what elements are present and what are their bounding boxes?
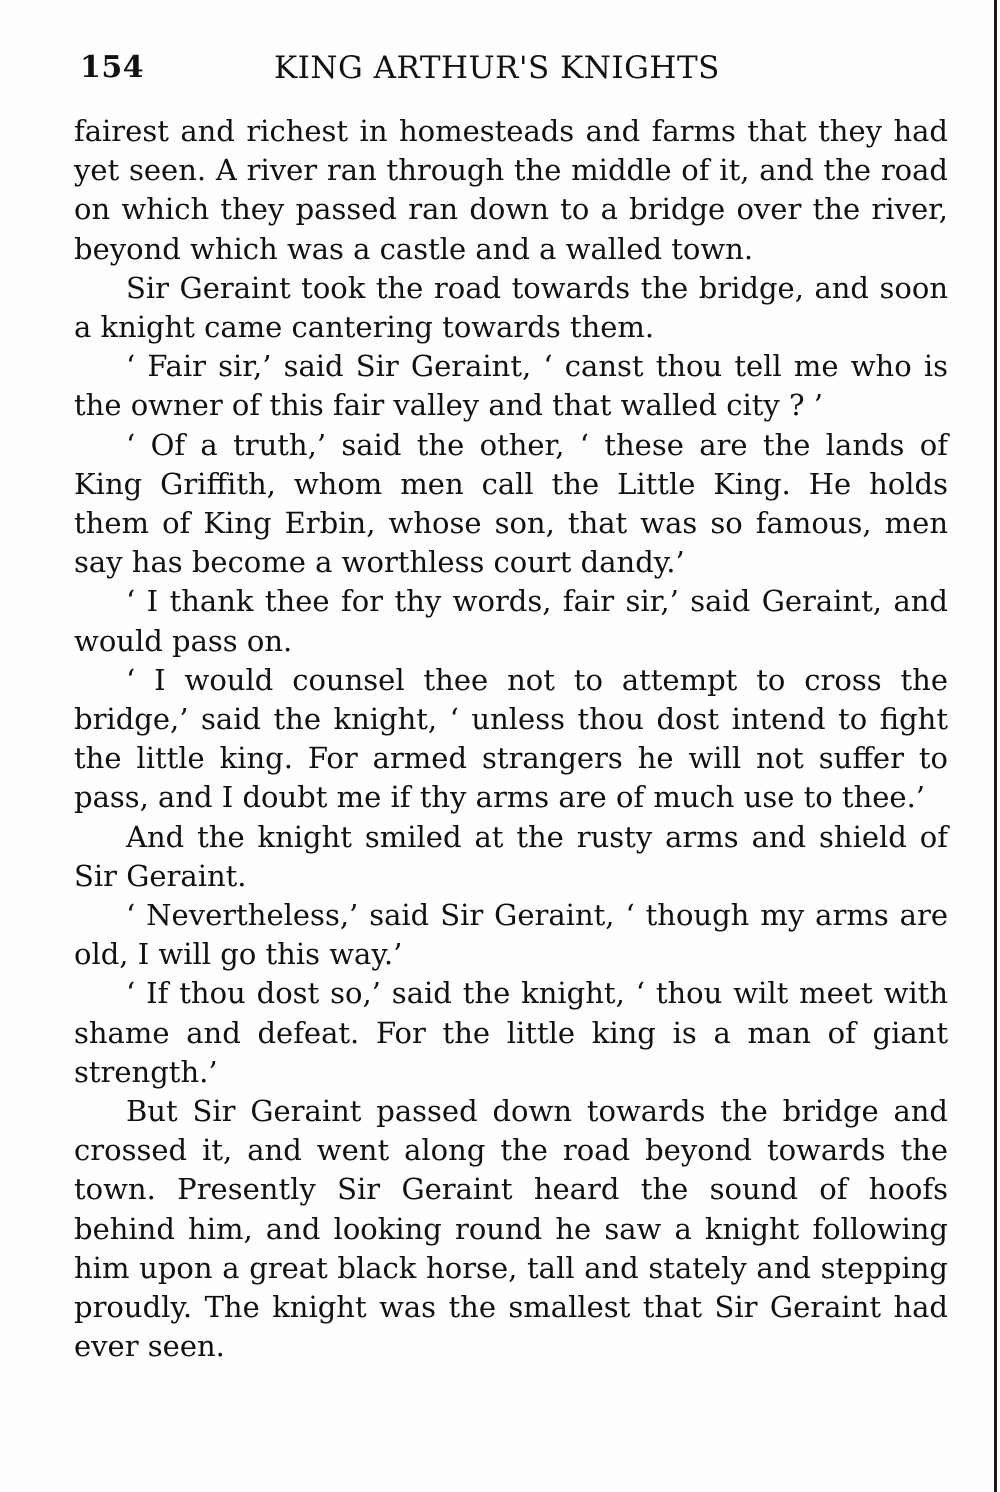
paragraph: But Sir Geraint passed down towards the bridge and crossed it, and went along the road beyond towards the town. Presently Sir Geraint heard the sound of hoofs behind him, and looking round he saw a knight following him upon a great black horse, tall and stately and stepping proudly. The knight was the smallest that Sir Geraint had ever seen.	[74, 1094, 948, 1364]
paragraph: ‘ If thou dost so,’ said the knight, ‘ thou wilt meet with shame and defeat. For the little king is a man of giant strength.’	[74, 976, 948, 1089]
page-header	[80, 50, 940, 94]
page-number: 154	[80, 50, 145, 85]
body-text	[74, 112, 948, 1367]
paragraph: ‘ Fair sir,’ said Sir Geraint, ‘ canst thou tell me who is the owner of this fair valley and that walled city ? ’	[74, 349, 948, 423]
paragraph: ‘ I thank thee for thy words, fair sir,’ said Geraint, and would pass on.	[74, 584, 948, 658]
running-title: KING ARTHUR'S KNIGHTS	[274, 50, 720, 86]
paragraph: ‘ Of a truth,’ said the other, ‘ these are the lands of King Griffith, whom men call the Little King. He holds them of King Erbin, whose son, that was so famous, men say has become a worthless court dandy.’	[74, 427, 948, 580]
paragraph: fairest and richest in homesteads and farms that they had yet seen. A river ran through the middle of it, and the road on which they passed ran down to a bridge over the river, beyond which was a castle and a walled town.	[74, 114, 948, 266]
paragraph: Sir Geraint took the road towards the bridge, and soon a knight came cantering towards them.	[74, 270, 948, 345]
page-edge-line	[994, 0, 997, 1492]
paragraph: ‘ Nevertheless,’ said Sir Geraint, ‘ though my arms are old, I will go this way.’	[74, 898, 948, 972]
paragraph: ‘ I would counsel thee not to attempt to cross the bridge,’ said the knight, ‘ unless thou dost intend to fight the little king. For armed strangers he will not suffer to pass, and I doubt me if thy arms are of much use to thee.’	[74, 662, 948, 815]
paragraph: And the knight smiled at the rusty arms and shield of Sir Geraint.	[74, 819, 948, 893]
